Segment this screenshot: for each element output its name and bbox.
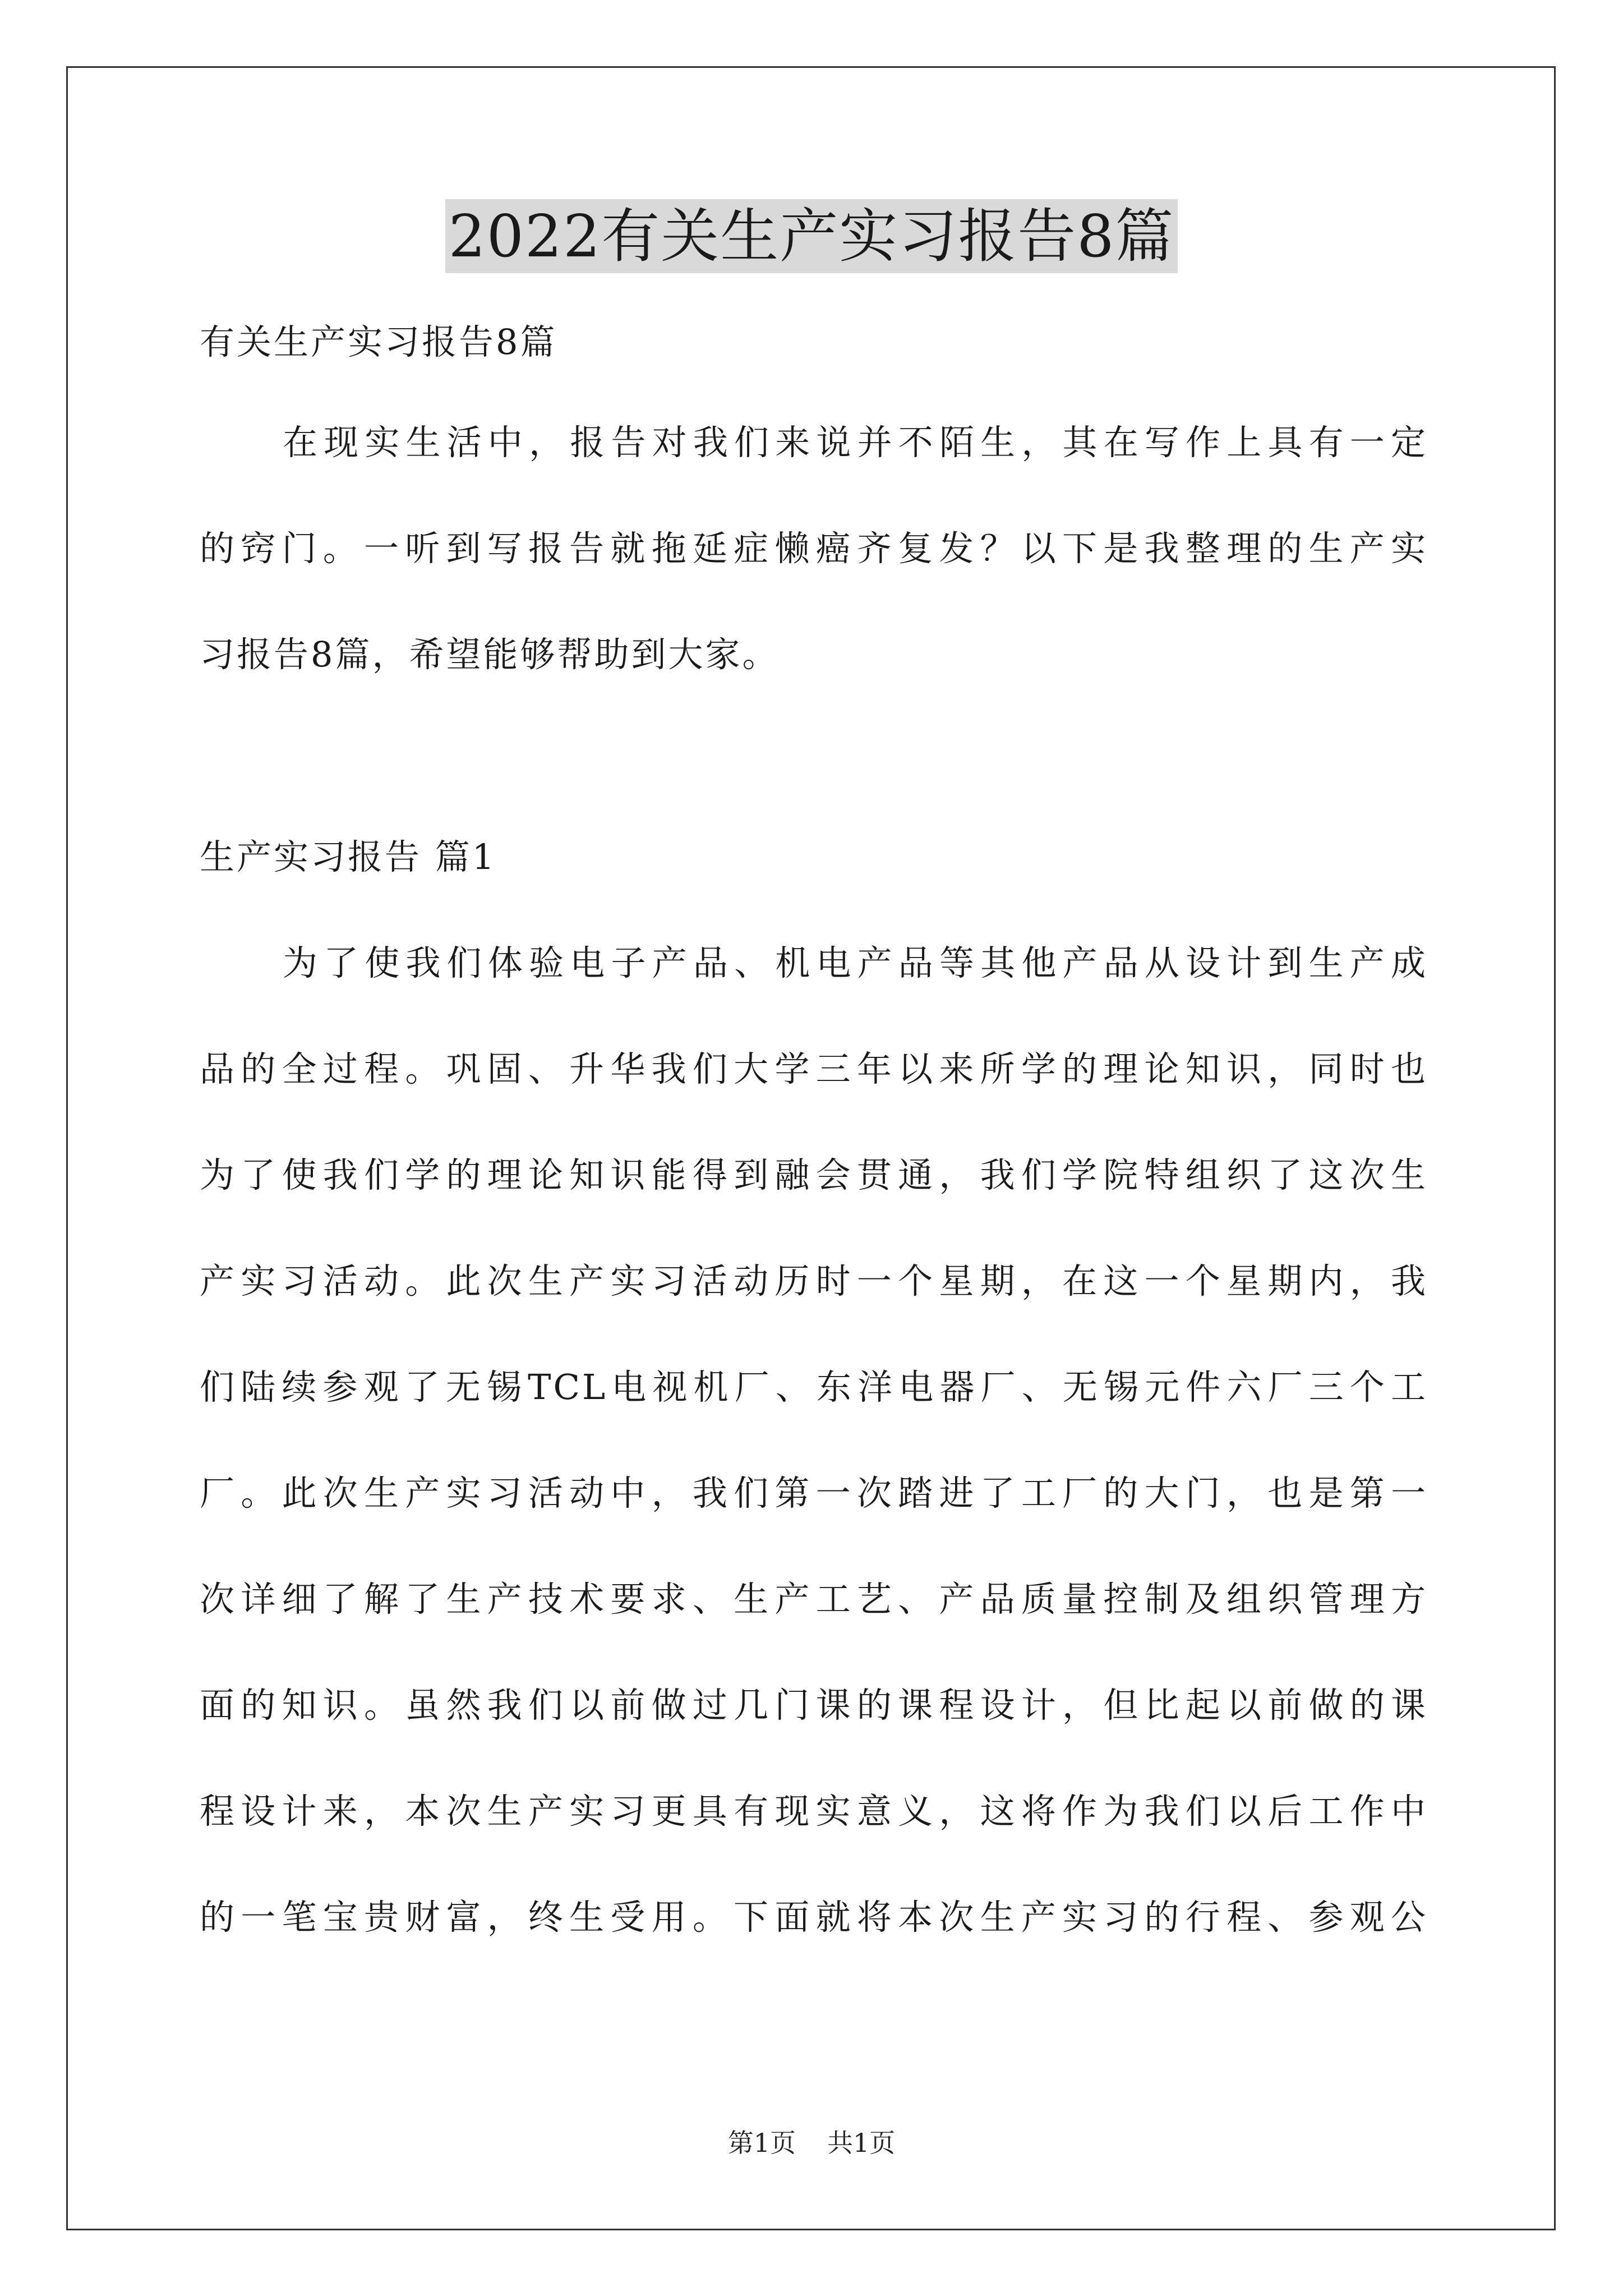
section-line-8: 面的知识。虽然我们以前做过几门课的课程设计，但比起以前做的课 [200,1685,1428,1726]
intro-line-2: 的窍门。一听到写报告就拖延症懒癌齐复发？以下是我整理的生产实 [200,528,1428,569]
page-total: 共1页 [827,2128,896,2158]
page-number: 第1页 [727,2128,796,2158]
section-heading: 生产实习报告 篇1 [200,836,497,877]
document-body [200,314,1428,1995]
section-line-9: 程设计来，本次生产实习更具有现实意义，这将作为我们以后工作中 [200,1791,1428,1832]
section-line-7: 次详细了解了生产技术要求、生产工艺、产品质量控制及组织管理方 [200,1579,1428,1619]
section-line-6: 厂。此次生产实习活动中，我们第一次踏进了工厂的大门，也是第一 [200,1473,1428,1513]
section-line-4: 产实习活动。此次生产实习活动历时一个星期，在这一个星期内，我 [200,1260,1428,1301]
document-subtitle: 有关生产实习报告8篇 [200,321,557,362]
intro-line-3: 习报告8篇，希望能够帮助到大家。 [200,634,780,675]
section-line-10: 的一笔宝贵财富，终生受用。下面就将本次生产实习的行程、参观公 [200,1897,1428,1938]
section-gap [200,733,1428,829]
page-footer [0,2126,1623,2160]
section-line-5: 们陆续参观了无锡TCL电视机厂、东洋电器厂、无锡元件六厂三个工 [200,1366,1428,1407]
document-title-wrapper [0,199,1623,273]
document-title: 2022有关生产实习报告8篇 [445,199,1178,273]
section-line-1: 为了使我们体验电子产品、机电产品等其他产品从设计到生产成 [283,942,1428,983]
section-line-2: 品的全过程。巩固、升华我们大学三年以来所学的理论知识，同时也 [200,1048,1428,1089]
section-line-3: 为了使我们学的理论知识能得到融会贯通，我们学院特组织了这次生 [200,1154,1428,1195]
intro-line-1: 在现实生活中，报告对我们来说并不陌生，其在写作上具有一定 [283,422,1428,463]
